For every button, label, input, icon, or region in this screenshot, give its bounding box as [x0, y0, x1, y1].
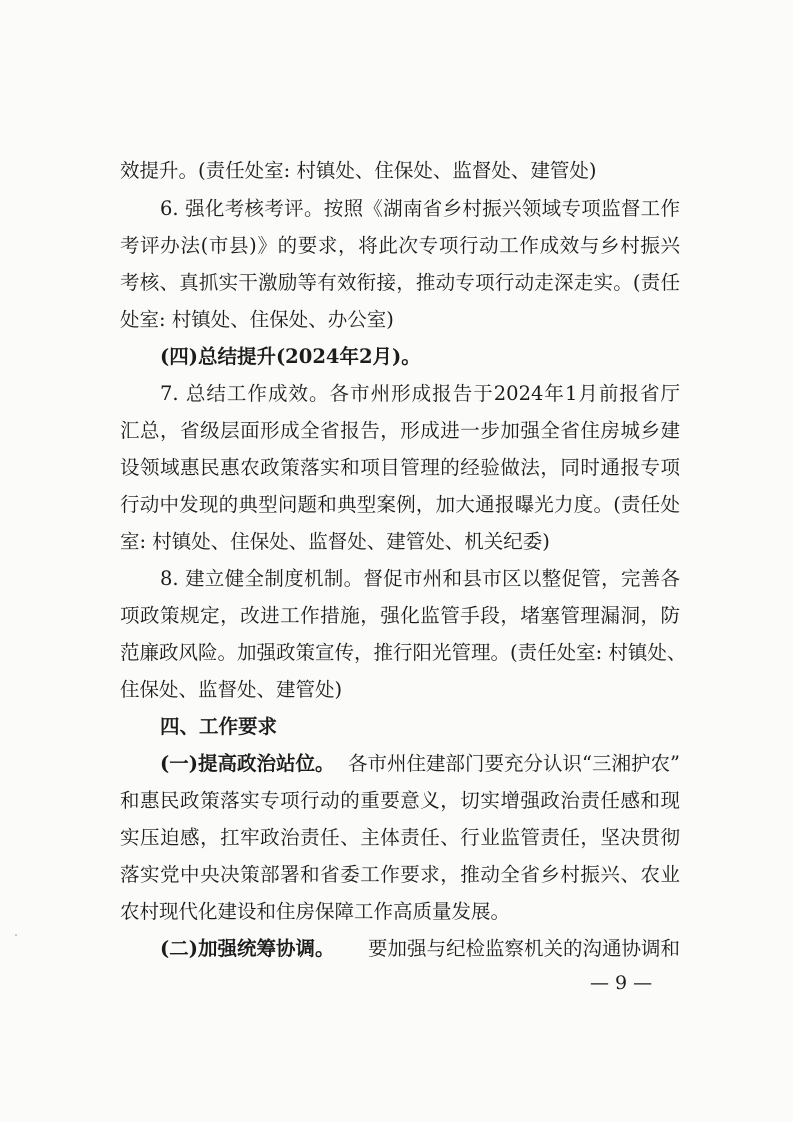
paragraph-text: 要加强与纪检监察机关的沟通协调和: [367, 937, 680, 960]
paragraph-line: 和惠民政策落实专项行动的重要意义，切实增强政治责任感和现: [120, 789, 680, 812]
paragraph-line: [160, 936, 680, 962]
paragraph-line: 汇总，省级层面形成全省报告，形成进一步加强全省住房城乡建: [120, 419, 680, 442]
paragraph-line: 住保处、监督处、建管处): [120, 678, 343, 701]
paragraph-line: 8. 建立健全制度机制。督促市州和县市区以整促管，完善各: [160, 567, 680, 590]
paragraph-line: 落实党中央决策部署和省委工作要求，推动全省乡村振兴、农业: [120, 863, 680, 886]
paragraph-line: 效提升。(责任处室: 村镇处、住保处、监督处、建管处): [120, 159, 597, 182]
paragraph-line: 7. 总结工作成效。各市州形成报告于2024年1月前报省厅: [160, 382, 680, 405]
paragraph-line: 考评办法(市县)》的要求，将此次专项行动工作成效与乡村振兴: [120, 234, 680, 257]
paragraph-text: 各市州住建部门要充分认识“三湘护农”: [348, 752, 680, 775]
paragraph-line: 考核、真抓实干激励等有效衔接，推动专项行动走深走实。(责任: [120, 271, 680, 294]
subsection-heading: (二)加强统筹协调。: [160, 937, 335, 960]
page-number: — 9 —: [590, 972, 653, 994]
paragraph-line: 6. 强化考核考评。按照《湖南省乡村振兴领域专项监督工作: [160, 197, 680, 220]
subsection-heading: (一)提高政治站位。: [160, 752, 335, 775]
paragraph-line: 室: 村镇处、住保处、监督处、建管处、机关纪委): [120, 530, 550, 553]
section-heading: (四)总结提升(2024年2月)。: [160, 345, 421, 368]
paragraph-line: [160, 751, 680, 777]
paragraph-line: 行动中发现的典型问题和典型案例，加大通报曝光力度。(责任处: [120, 493, 680, 516]
paragraph-line: 农村现代化建设和住房保障工作高质量发展。: [120, 900, 511, 923]
paragraph-line: 项政策规定，改进工作措施，强化监管手段，堵塞管理漏洞，防: [120, 604, 680, 627]
scan-speck: [15, 934, 17, 936]
paragraph-line: 设领域惠民惠农政策落实和项目管理的经验做法，同时通报专项: [120, 456, 680, 479]
section-heading: 四、工作要求: [160, 715, 278, 738]
paragraph-line: 处室: 村镇处、住保处、办公室): [120, 308, 394, 331]
paragraph-line: 范廉政风险。加强政策宣传，推行阳光管理。(责任处室: 村镇处、: [120, 641, 687, 664]
paragraph-line: 实压迫感，扛牢政治责任、主体责任、行业监管责任，坚决贯彻: [120, 826, 680, 849]
